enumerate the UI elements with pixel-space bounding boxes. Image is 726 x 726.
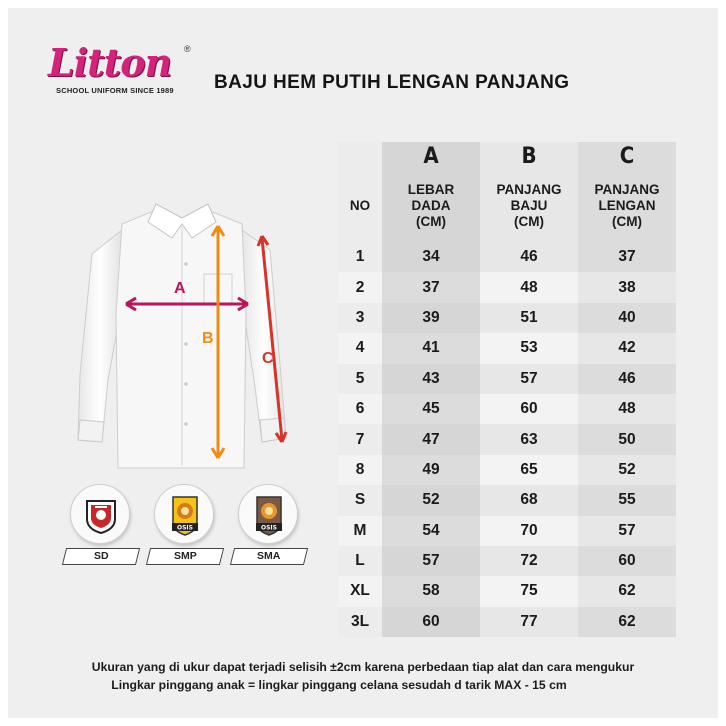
sd-badge-icon bbox=[70, 484, 130, 544]
table-row bbox=[338, 272, 676, 302]
table-row bbox=[338, 242, 676, 272]
shirt-icon bbox=[74, 194, 314, 484]
cell-panjang-baju: 63 bbox=[480, 424, 578, 454]
cell-size: M bbox=[338, 516, 382, 546]
header-lebar-dada: LEBAR DADA (CM) bbox=[382, 170, 480, 242]
brand-logo bbox=[46, 42, 206, 102]
smp-osis-badge-icon bbox=[154, 484, 214, 544]
cell-lebar-dada: 49 bbox=[382, 455, 480, 485]
cell-panjang-lengan: 42 bbox=[578, 333, 676, 363]
cell-panjang-baju: 72 bbox=[480, 546, 578, 576]
cell-lebar-dada: 54 bbox=[382, 516, 480, 546]
badge-smp-label: SMP bbox=[146, 548, 224, 565]
cell-panjang-lengan: 40 bbox=[578, 303, 676, 333]
cell-panjang-lengan: 48 bbox=[578, 394, 676, 424]
cell-size: 6 bbox=[338, 394, 382, 424]
table-row bbox=[338, 364, 676, 394]
table-row bbox=[338, 455, 676, 485]
cell-lebar-dada: 41 bbox=[382, 333, 480, 363]
table-row bbox=[338, 424, 676, 454]
badge-smp bbox=[154, 484, 220, 568]
table-row bbox=[338, 576, 676, 606]
header-panjang-lengan: PANJANG LENGAN (CM) bbox=[578, 170, 676, 242]
shirt-diagram bbox=[74, 194, 314, 484]
diagram-label-c: C bbox=[262, 350, 274, 367]
cell-size: 2 bbox=[338, 272, 382, 302]
badge-sma bbox=[238, 484, 304, 568]
cell-size: 3L bbox=[338, 607, 382, 637]
header-no: NO bbox=[338, 170, 382, 242]
cell-size: 7 bbox=[338, 424, 382, 454]
smp-osis-text: OSIS bbox=[177, 524, 193, 532]
cell-panjang-lengan: 37 bbox=[578, 242, 676, 272]
cell-lebar-dada: 58 bbox=[382, 576, 480, 606]
table-row bbox=[338, 333, 676, 363]
cell-size: 4 bbox=[338, 333, 382, 363]
sma-osis-text: OSIS bbox=[261, 524, 277, 532]
page-frame bbox=[8, 8, 718, 718]
cell-panjang-lengan: 52 bbox=[578, 455, 676, 485]
cell-panjang-lengan: 57 bbox=[578, 516, 676, 546]
table-row bbox=[338, 516, 676, 546]
table-row bbox=[338, 394, 676, 424]
cell-panjang-lengan: 38 bbox=[578, 272, 676, 302]
cell-panjang-baju: 57 bbox=[480, 364, 578, 394]
cell-panjang-lengan: 62 bbox=[578, 576, 676, 606]
header-panjang-baju: PANJANG BAJU (CM) bbox=[480, 170, 578, 242]
diagram-label-b: B bbox=[202, 330, 214, 347]
cell-panjang-lengan: 50 bbox=[578, 424, 676, 454]
column-letter-b: B bbox=[480, 142, 578, 170]
cell-size: 1 bbox=[338, 242, 382, 272]
cell-lebar-dada: 34 bbox=[382, 242, 480, 272]
column-letter-a: A bbox=[382, 142, 480, 170]
cell-panjang-baju: 53 bbox=[480, 333, 578, 363]
cell-lebar-dada: 47 bbox=[382, 424, 480, 454]
cell-lebar-dada: 43 bbox=[382, 364, 480, 394]
cell-lebar-dada: 39 bbox=[382, 303, 480, 333]
letter-row bbox=[338, 142, 676, 170]
logo-tagline: SCHOOL UNIFORM SINCE 1989 bbox=[56, 86, 174, 95]
cell-panjang-baju: 48 bbox=[480, 272, 578, 302]
cell-size: L bbox=[338, 546, 382, 576]
badge-sd-label: SD bbox=[62, 548, 140, 565]
cell-panjang-baju: 68 bbox=[480, 485, 578, 515]
cell-lebar-dada: 57 bbox=[382, 546, 480, 576]
table-row bbox=[338, 485, 676, 515]
cell-panjang-baju: 51 bbox=[480, 303, 578, 333]
cell-size: S bbox=[338, 485, 382, 515]
header-row bbox=[338, 170, 676, 242]
table-row bbox=[338, 607, 676, 637]
cell-panjang-lengan: 55 bbox=[578, 485, 676, 515]
note-tolerance: Ukuran yang di ukur dapat terjadi selisih ±2cm karena perbedaan tiap alat dan cara mengukur bbox=[91, 660, 635, 674]
cell-lebar-dada: 60 bbox=[382, 607, 480, 637]
cell-lebar-dada: 52 bbox=[382, 485, 480, 515]
page-title: BAJU HEM PUTIH LENGAN PANJANG bbox=[214, 72, 570, 93]
cell-size: 5 bbox=[338, 364, 382, 394]
cell-panjang-lengan: 60 bbox=[578, 546, 676, 576]
table-row bbox=[338, 303, 676, 333]
cell-size: 8 bbox=[338, 455, 382, 485]
diagram-label-a: A bbox=[174, 280, 186, 297]
cell-panjang-lengan: 62 bbox=[578, 607, 676, 637]
logo-wordmark: Litton bbox=[48, 40, 172, 85]
cell-panjang-baju: 65 bbox=[480, 455, 578, 485]
cell-panjang-baju: 75 bbox=[480, 576, 578, 606]
badge-sd bbox=[70, 484, 136, 568]
cell-panjang-baju: 46 bbox=[480, 242, 578, 272]
cell-panjang-baju: 60 bbox=[480, 394, 578, 424]
cell-panjang-lengan: 46 bbox=[578, 364, 676, 394]
size-table bbox=[338, 142, 676, 650]
cell-panjang-baju: 70 bbox=[480, 516, 578, 546]
registered-mark: ® bbox=[184, 44, 191, 54]
column-letter-c: C bbox=[578, 142, 676, 170]
table-row bbox=[338, 546, 676, 576]
sma-osis-badge-icon bbox=[238, 484, 298, 544]
cell-panjang-baju: 77 bbox=[480, 607, 578, 637]
cell-lebar-dada: 45 bbox=[382, 394, 480, 424]
cell-size: 3 bbox=[338, 303, 382, 333]
badge-sma-label: SMA bbox=[230, 548, 308, 565]
cell-size: XL bbox=[338, 576, 382, 606]
cell-lebar-dada: 37 bbox=[382, 272, 480, 302]
note-waist: Lingkar pinggang anak = lingkar pinggang celana sesudah d tarik MAX - 15 cm bbox=[111, 678, 567, 692]
